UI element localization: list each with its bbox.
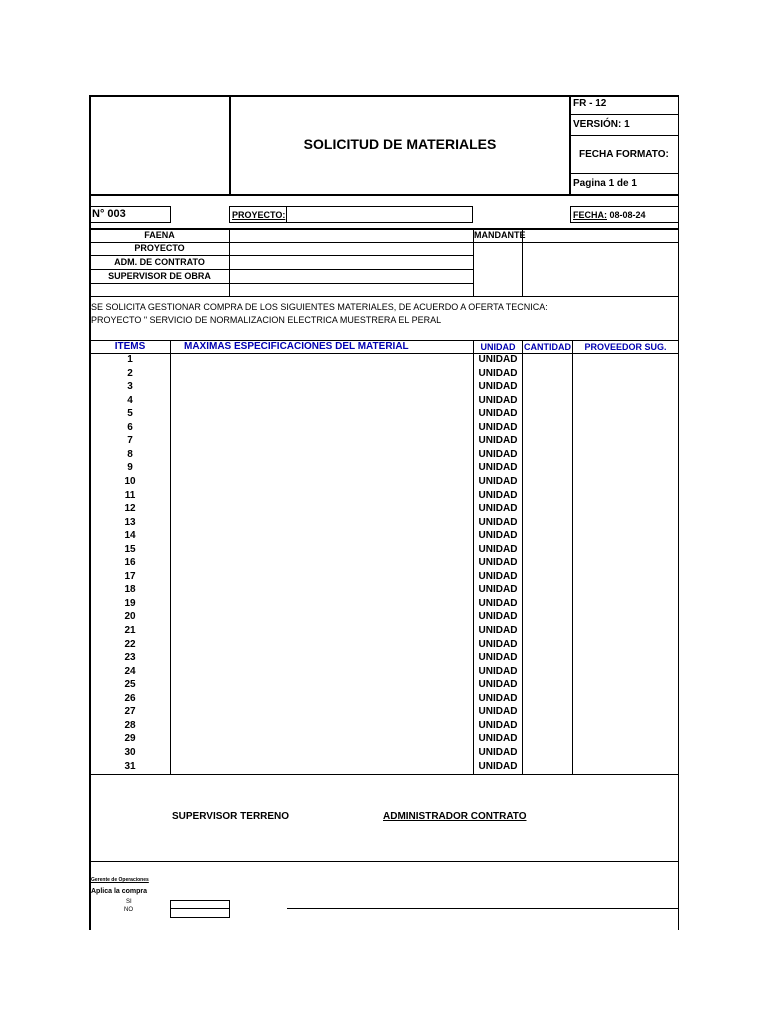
table-row-unit: UNIDAD — [478, 557, 518, 569]
header-bottom-line — [89, 194, 679, 196]
table-row-unit: UNIDAD — [478, 706, 518, 718]
table-row-item: 1 — [127, 354, 133, 365]
table-row-item: 5 — [127, 408, 133, 420]
table-row-unit: UNIDAD — [478, 448, 518, 460]
table-row-unit: UNIDAD — [478, 746, 518, 758]
table-row-item: 6 — [127, 421, 133, 433]
field-faena: FAENA — [144, 230, 175, 240]
table-row-item: 4 — [127, 394, 133, 406]
table-row-item: 20 — [124, 611, 136, 623]
field-supervisor-obra: SUPERVISOR DE OBRA — [108, 271, 211, 281]
table-row-unit: UNIDAD — [478, 679, 518, 691]
request-line-1: SE SOLICITA GESTIONAR COMPRA DE LOS SIGUIENTES MATERIALES, DE ACUERDO A OFERTA TECNICA: — [91, 302, 548, 312]
table-row-unit: UNIDAD — [478, 692, 518, 704]
format-date-label: FECHA FORMATO: — [579, 149, 669, 160]
form-version: VERSIÓN: 1 — [573, 119, 630, 130]
col-unit-header: UNIDAD — [480, 342, 516, 352]
table-row-item: 11 — [124, 489, 136, 501]
table-row-item: 30 — [124, 746, 136, 758]
table-row-unit: UNIDAD — [478, 543, 518, 555]
table-row-item: 28 — [124, 719, 136, 731]
table-row-unit: UNIDAD — [478, 421, 518, 433]
yes-label: SI — [126, 899, 132, 905]
number-box — [89, 206, 171, 223]
table-row-unit: UNIDAD — [478, 435, 518, 447]
col-divider — [522, 340, 523, 774]
table-row-unit: UNIDAD — [478, 516, 518, 528]
table-row-item: 31 — [124, 760, 136, 772]
table-row-item: 15 — [124, 543, 136, 555]
table-row-item: 3 — [127, 381, 133, 393]
col-qty-header: CANTIDAD — [524, 342, 571, 352]
col-items-header: ITEMS — [114, 341, 146, 352]
table-bottom-line — [89, 774, 679, 775]
info-line — [89, 283, 473, 284]
table-row-unit: UNIDAD — [478, 611, 518, 623]
table-header-line — [89, 353, 679, 354]
request-number: N° 003 — [92, 208, 126, 220]
info-bottom-line — [89, 296, 679, 297]
table-row-item: 9 — [127, 462, 133, 474]
table-row-item: 10 — [124, 475, 136, 487]
table-row-unit: UNIDAD — [478, 367, 518, 379]
header-line — [570, 114, 679, 115]
table-row-unit: UNIDAD — [478, 652, 518, 664]
header-line — [570, 135, 679, 136]
applies-label: Aplica la compra — [91, 888, 148, 895]
page-indicator: Pagina 1 de 1 — [573, 178, 637, 189]
table-row-item: 17 — [124, 570, 136, 582]
table-row-unit: UNIDAD — [478, 719, 518, 731]
table-row-unit: UNIDAD — [478, 625, 518, 636]
table-row-unit: UNIDAD — [478, 475, 518, 487]
approval-signature-line — [287, 908, 679, 909]
table-row-item: 12 — [124, 503, 136, 515]
frame-top — [89, 95, 679, 97]
page-title: SOLICITUD DE MATERIALES — [303, 136, 497, 152]
info-line — [89, 269, 473, 270]
no-label: NO — [124, 907, 133, 913]
table-row-item: 27 — [124, 706, 136, 718]
table-row-unit: UNIDAD — [478, 354, 518, 365]
table-row-unit: UNIDAD — [478, 462, 518, 474]
project-field[interactable] — [288, 208, 471, 221]
table-row-unit: UNIDAD — [478, 584, 518, 596]
table-row-item: 21 — [124, 625, 136, 636]
table-row-unit: UNIDAD — [478, 665, 518, 677]
table-row-unit: UNIDAD — [478, 733, 518, 745]
table-row-item: 26 — [124, 692, 136, 704]
col-divider — [572, 340, 573, 774]
request-line-2: PROYECTO " SERVICIO DE NORMALIZACION ELECTRICA MUESTRERA EL PERAL — [91, 315, 442, 325]
date-label: FECHA: — [573, 210, 607, 220]
table-row-item: 19 — [124, 597, 136, 609]
no-checkbox[interactable] — [170, 908, 230, 918]
table-row-unit: UNIDAD — [478, 394, 518, 406]
table-row-item: 8 — [127, 448, 133, 460]
header-line — [570, 173, 679, 174]
table-row-unit: UNIDAD — [478, 760, 518, 772]
supervisor-signature-label: SUPERVISOR TERRENO — [172, 811, 290, 822]
table-row-item: 23 — [124, 652, 136, 664]
table-row-item: 2 — [127, 367, 133, 379]
table-row-item: 13 — [124, 516, 136, 528]
table-row-item: 24 — [124, 665, 136, 677]
table-row-item: 16 — [124, 557, 136, 569]
date-box — [570, 206, 679, 223]
table-row-item: 18 — [124, 584, 136, 596]
field-proyecto: PROYECTO — [134, 243, 185, 253]
col-spec-header: MAXIMAS ESPECIFICACIONES DEL MATERIAL — [184, 341, 409, 352]
table-row-unit: UNIDAD — [478, 638, 518, 650]
signature-bottom-line — [89, 861, 679, 862]
administrator-signature-label: ADMINISTRADOR CONTRATO — [383, 811, 527, 822]
table-row-item: 14 — [124, 530, 136, 542]
table-row-unit: UNIDAD — [478, 408, 518, 420]
table-row-unit: UNIDAD — [478, 489, 518, 501]
date-value: 08-08-24 — [609, 210, 646, 220]
table-row-unit: UNIDAD — [478, 570, 518, 582]
table-row-item: 25 — [124, 679, 136, 691]
col-supplier-header: PROVEEDOR SUG. — [584, 342, 667, 352]
col-divider — [170, 340, 171, 774]
manager-label: Gerente de Operaciones — [91, 877, 149, 883]
field-adm-contrato: ADM. DE CONTRATO — [114, 257, 205, 267]
mandante-label: MANDANTE — [474, 230, 526, 240]
table-row-item: 7 — [127, 435, 133, 447]
info-divider — [229, 228, 230, 296]
info-line — [89, 255, 473, 256]
table-row-unit: UNIDAD — [478, 597, 518, 609]
form-code: FR - 12 — [573, 98, 607, 109]
table-row-unit: UNIDAD — [478, 503, 518, 515]
table-row-item: 22 — [124, 638, 136, 650]
project-label: PROYECTO: — [232, 210, 286, 220]
table-row-unit: UNIDAD — [478, 381, 518, 393]
table-row-unit: UNIDAD — [478, 530, 518, 542]
table-row-item: 29 — [124, 733, 136, 745]
project-divider — [286, 206, 287, 223]
